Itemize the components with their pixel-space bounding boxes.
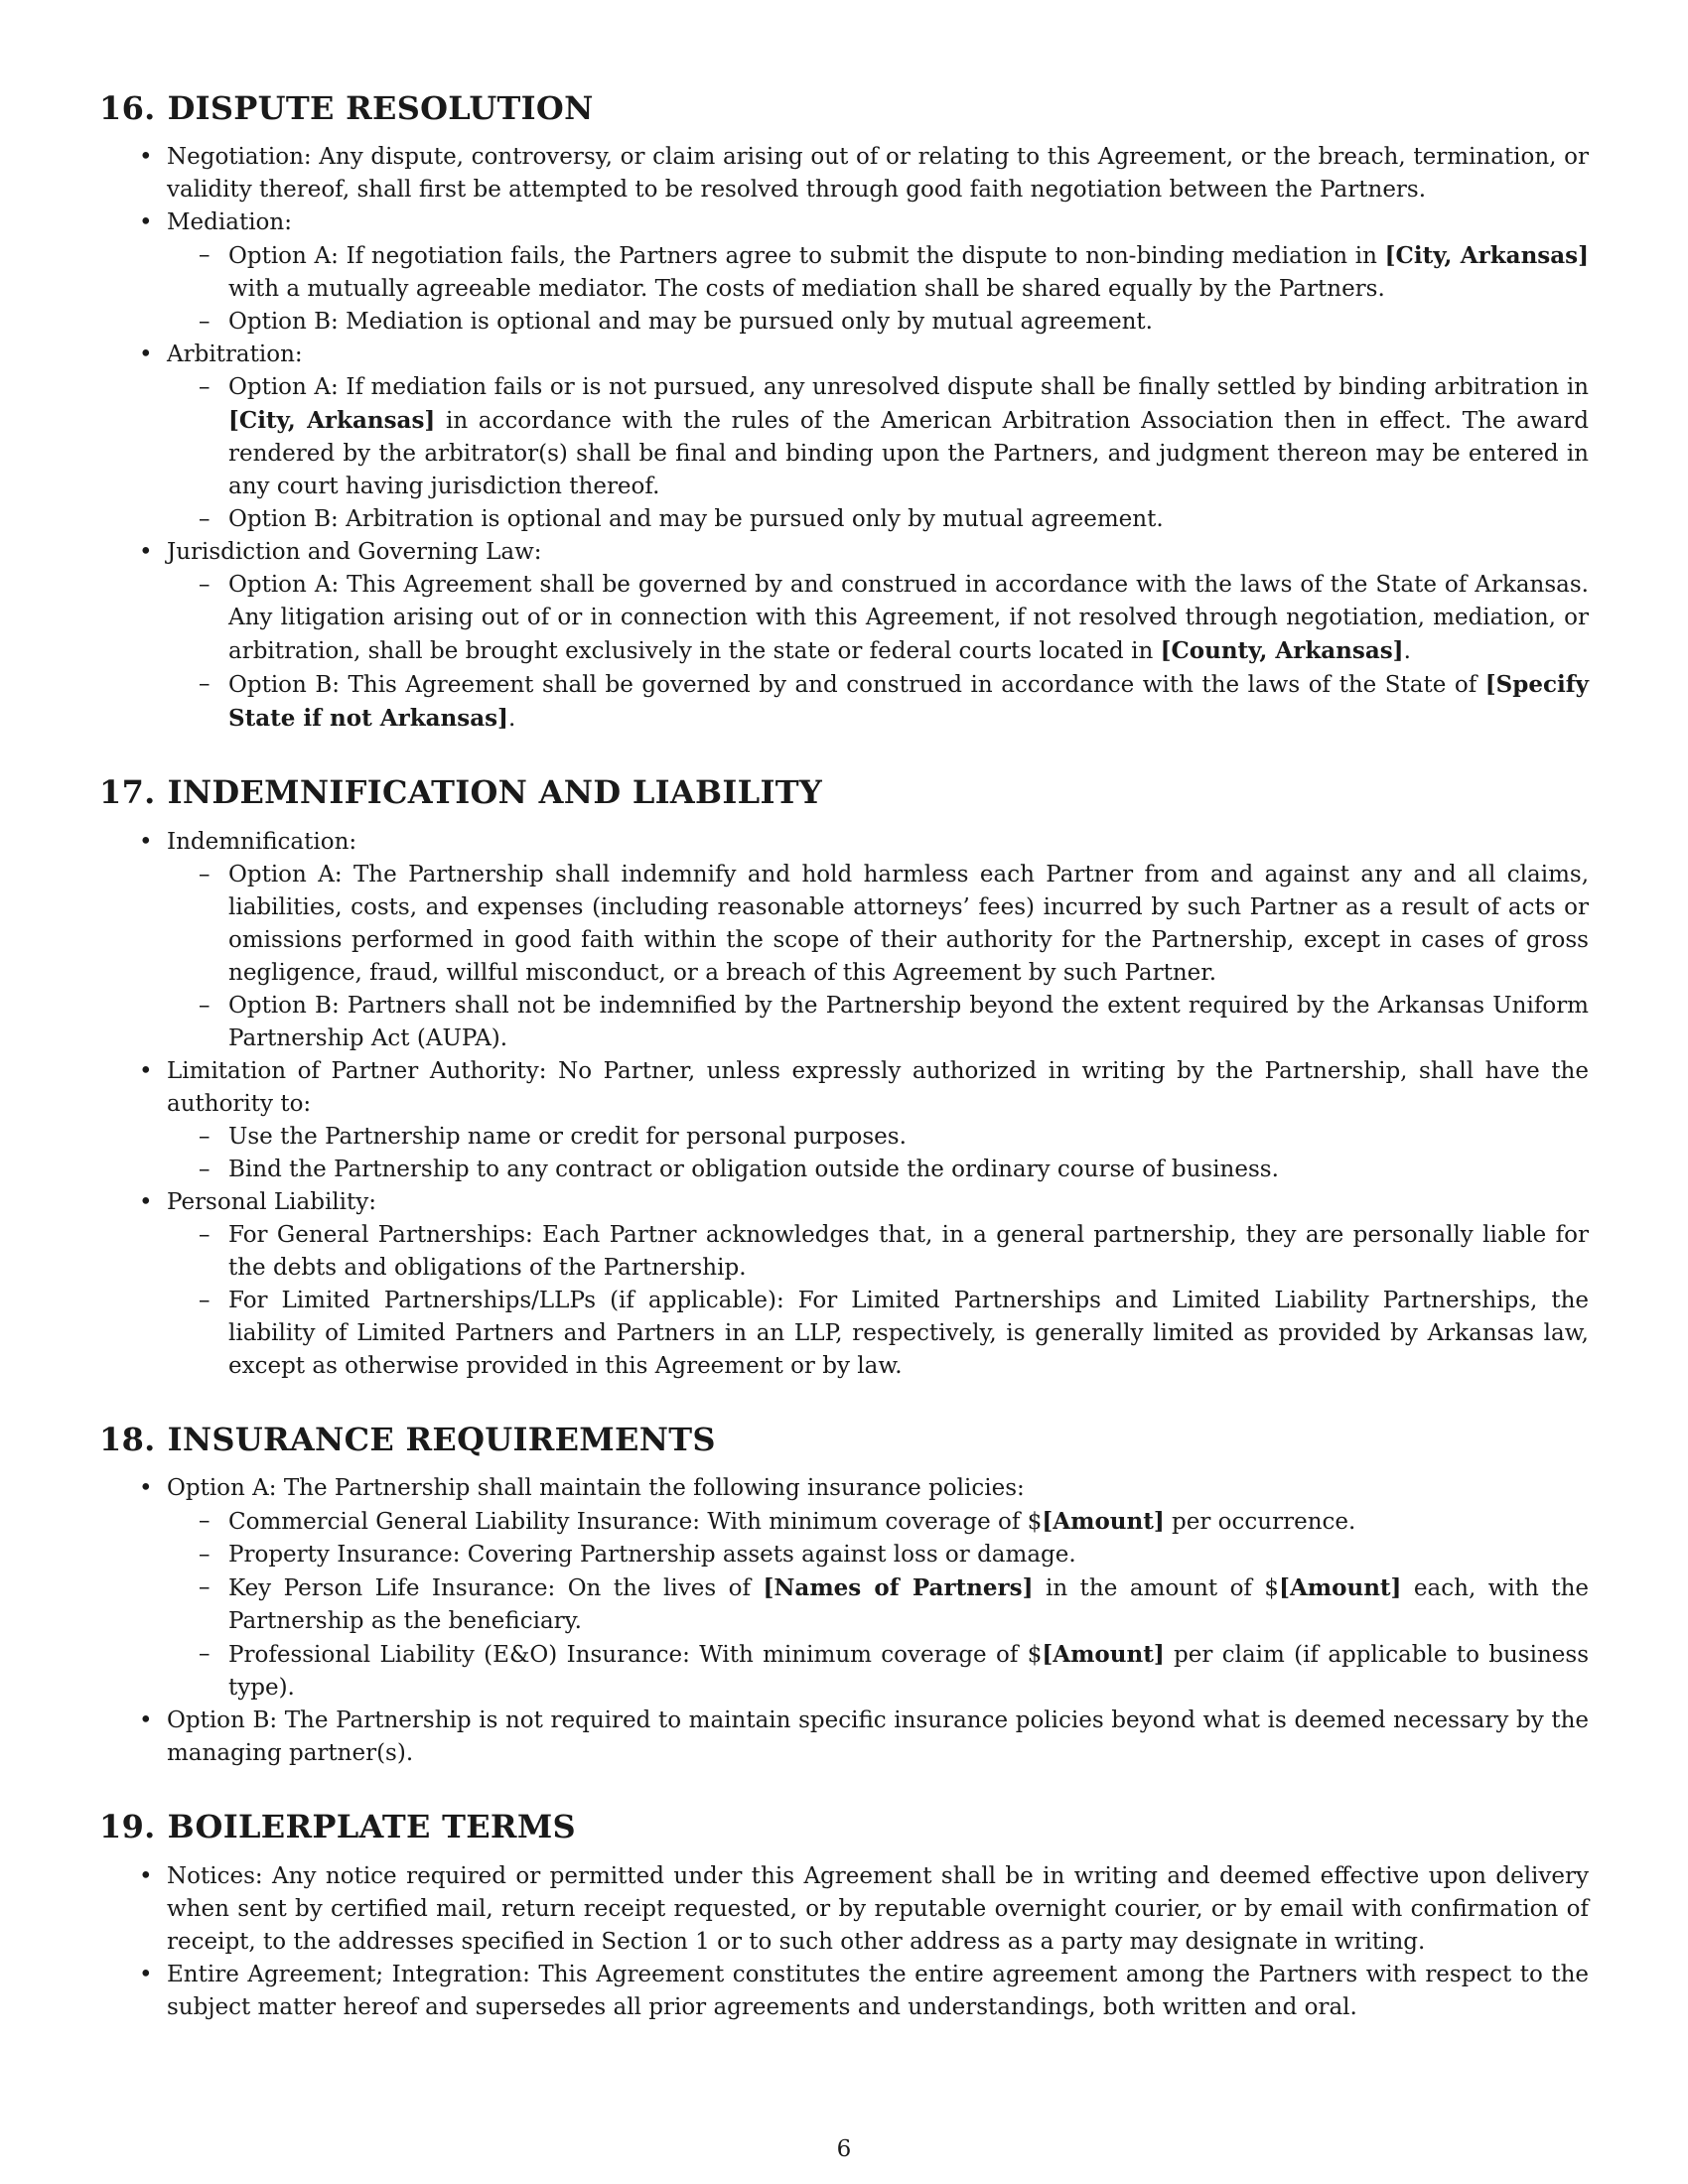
list-item [167, 1186, 1589, 1383]
section-heading [99, 773, 1589, 811]
list-item-text: Personal Liability: [167, 1188, 377, 1215]
list-item-text: Jurisdiction and Governing Law: [167, 539, 542, 566]
section [99, 89, 1589, 736]
list-item-text: Limitation of Partner Authority: No Partner, unless expressly authorized in writing by the Partnership, shall have the authority to: [167, 1057, 1589, 1117]
section-number: 19. [99, 1808, 156, 1846]
sub-item-text: Professional Liability (E&O) Insurance: With minimum coverage of $ [228, 1642, 1043, 1669]
section-heading [99, 89, 1589, 127]
sub-item-text: Commercial General Liability Insurance: With minimum coverage of $ [228, 1509, 1043, 1536]
sub-list [167, 1505, 1589, 1705]
sub-list-item [228, 371, 1589, 503]
sub-list-item [228, 1121, 1589, 1154]
sub-list [167, 859, 1589, 1055]
sub-item-text: For General Partnerships: Each Partner acknowledges that, in a general partnership, they are personally liable for the debts and obligations of the Partnership. [228, 1221, 1589, 1281]
placeholder-field: [Amount] [1042, 1508, 1165, 1536]
list-item [167, 339, 1589, 536]
sub-item-text: Use the Partnership name or credit for personal purposes. [228, 1123, 907, 1150]
list-item-text: Notices: Any notice required or permitted under this Agreement shall be in writing and deemed effective upon delivery when sent by certified mail, return receipt requested, or by reputable overnight courier, or by email with confirmation of receipt, to the addresses specified in Section 1 or to such other address as a party may designate in writing. [167, 1862, 1589, 1955]
sub-list-item [228, 569, 1589, 668]
list-item-text: Entire Agreement; Integration: This Agreement constitutes the entire agreement among the Partners with respect to the subject matter hereof and supersedes all prior agreements and understandings, both written and oral. [167, 1961, 1589, 2020]
section-title: INSURANCE REQUIREMENTS [167, 1420, 716, 1458]
sub-list-item [228, 668, 1589, 736]
sub-item-text: Option B: Mediation is optional and may be pursued only by mutual agreement. [228, 309, 1153, 336]
list-item [167, 1705, 1589, 1770]
list-item-text: Mediation: [167, 209, 292, 236]
list-item [167, 141, 1589, 206]
placeholder-field: [City, Arkansas] [1384, 242, 1589, 270]
list-item-text: Option B: The Partnership is not required to maintain specific insurance policies beyond what is deemed necessary by the managing partner(s). [167, 1707, 1589, 1767]
section-number: 18. [99, 1420, 156, 1458]
list-item-text: Option A: The Partnership shall maintain the following insurance policies: [167, 1475, 1025, 1502]
placeholder-field: [Amount] [1279, 1574, 1402, 1602]
sub-item-text: Option B: Arbitration is optional and may be pursued only by mutual agreement. [228, 506, 1164, 533]
sub-list-item [228, 503, 1589, 536]
section [99, 1808, 1589, 2023]
sub-item-text: per occurrence. [1164, 1509, 1356, 1536]
sections-container [99, 89, 1589, 2024]
list-item [167, 1959, 1589, 2024]
section [99, 773, 1589, 1382]
sub-item-text: in accordance with the rules of the American Arbitration Association then in effect. The award rendered by the arbitrator(s) shall be final and binding upon the Partners, and judgment thereon may be entered in any court having jurisdiction thereof. [228, 408, 1589, 500]
sub-list-item [228, 1539, 1589, 1571]
sub-list-item [228, 1571, 1589, 1638]
list-item [167, 1472, 1589, 1705]
sub-list [167, 371, 1589, 536]
bullet-list [99, 1472, 1589, 1770]
sub-item-text: . [1403, 638, 1411, 665]
section-heading [99, 1808, 1589, 1845]
list-item [167, 1860, 1589, 1959]
sub-list [167, 569, 1589, 736]
sub-item-text: Bind the Partnership to any contract or obligation outside the ordinary course of business. [228, 1156, 1279, 1182]
list-item [167, 1055, 1589, 1186]
sub-item-text: per claim (if applicable to business type). [228, 1642, 1589, 1702]
placeholder-field: [Amount] [1042, 1641, 1165, 1669]
sub-list-item [228, 239, 1589, 306]
sub-item-text: . [507, 706, 516, 733]
sub-item-text: Property Insurance: Covering Partnership assets against loss or damage. [228, 1542, 1076, 1569]
sub-item-text: Option A: This Agreement shall be governed by and construed in accordance with the laws of the State of Arkansas. Any litigation arising out of or in connection with this Agreement, if not resolved through negotiation, mediation, or arbitration, shall be brought exclusively in the state or federal courts located in [228, 572, 1589, 665]
sub-item-text: in the amount of $ [1033, 1575, 1280, 1602]
sub-list-item [228, 859, 1589, 990]
sub-list-item [228, 1154, 1589, 1186]
page-number: 6 [836, 2136, 852, 2162]
sub-item-text: Option B: This Agreement shall be governed by and construed in accordance with the laws of the State of [228, 672, 1485, 699]
section-title: DISPUTE RESOLUTION [167, 89, 594, 127]
sub-list-item [228, 990, 1589, 1055]
list-item-text: Indemnification: [167, 828, 357, 855]
list-item [167, 536, 1589, 736]
sub-list [167, 239, 1589, 339]
section-title: BOILERPLATE TERMS [167, 1808, 576, 1846]
sub-item-text: Option A: If mediation fails or is not pursued, any unresolved dispute shall be finally settled by binding arbitration in [228, 374, 1589, 401]
sub-item-text: For Limited Partnerships/LLPs (if applicable): For Limited Partnerships and Limited Liability Partnerships, the liability of Limited Partners and Partners in an LLP, respectively, is generally limited as provided by Arkansas law, except as otherwise provided in this Agreement or by law. [228, 1287, 1589, 1379]
placeholder-field: [Specify State if not Arkansas] [228, 671, 1589, 733]
section-title: INDEMNIFICATION AND LIABILITY [167, 773, 822, 812]
sub-list-item [228, 1505, 1589, 1539]
sub-list [167, 1121, 1589, 1186]
sub-item-text: each, with the Partnership as the beneficiary. [228, 1575, 1590, 1635]
sub-list-item [228, 306, 1589, 339]
section-number: 16. [99, 89, 156, 127]
section [99, 1421, 1589, 1770]
sub-list-item [228, 1285, 1589, 1383]
list-item-text: Negotiation: Any dispute, controversy, or claim arising out of or relating to this Agreement, or the breach, termination, or validity thereof, shall first be attempted to be resolved through good faith negotiation between the Partners. [167, 144, 1589, 204]
placeholder-field: [Names of Partners] [763, 1574, 1034, 1602]
list-item [167, 206, 1589, 339]
sub-item-text: Option A: If negotiation fails, the Partners agree to submit the dispute to non-binding mediation in [228, 243, 1385, 270]
sub-item-text: Option A: The Partnership shall indemnify and hold harmless each Partner from and against any and all claims, liabilities, costs, and expenses (including reasonable attorneys’ fees) incurred by such Partner as a result of acts or omissions performed in good faith within the scope of their authority for the Partnership, except in cases of gross negligence, fraud, willful misconduct, or a breach of this Agreement by such Partner. [228, 861, 1589, 986]
sub-item-text: Option B: Partners shall not be indemnified by the Partnership beyond the extent required by the Arkansas Uniform Partnership Act (AUPA). [228, 992, 1589, 1051]
sub-item-text: Key Person Life Insurance: On the lives of [228, 1575, 764, 1602]
placeholder-field: [City, Arkansas] [228, 407, 436, 435]
bullet-list [99, 826, 1589, 1383]
placeholder-field: [County, Arkansas] [1160, 637, 1404, 665]
sub-list [167, 1219, 1589, 1383]
section-number: 17. [99, 773, 156, 812]
bullet-list [99, 1860, 1589, 2024]
sub-item-text: with a mutually agreeable mediator. The costs of mediation shall be shared equally by the Partners. [228, 276, 1385, 303]
bullet-list [99, 141, 1589, 736]
list-item [167, 826, 1589, 1055]
section-heading [99, 1421, 1589, 1458]
sub-list-item [228, 1219, 1589, 1285]
sub-list-item [228, 1638, 1589, 1705]
list-item-text: Arbitration: [167, 341, 303, 368]
